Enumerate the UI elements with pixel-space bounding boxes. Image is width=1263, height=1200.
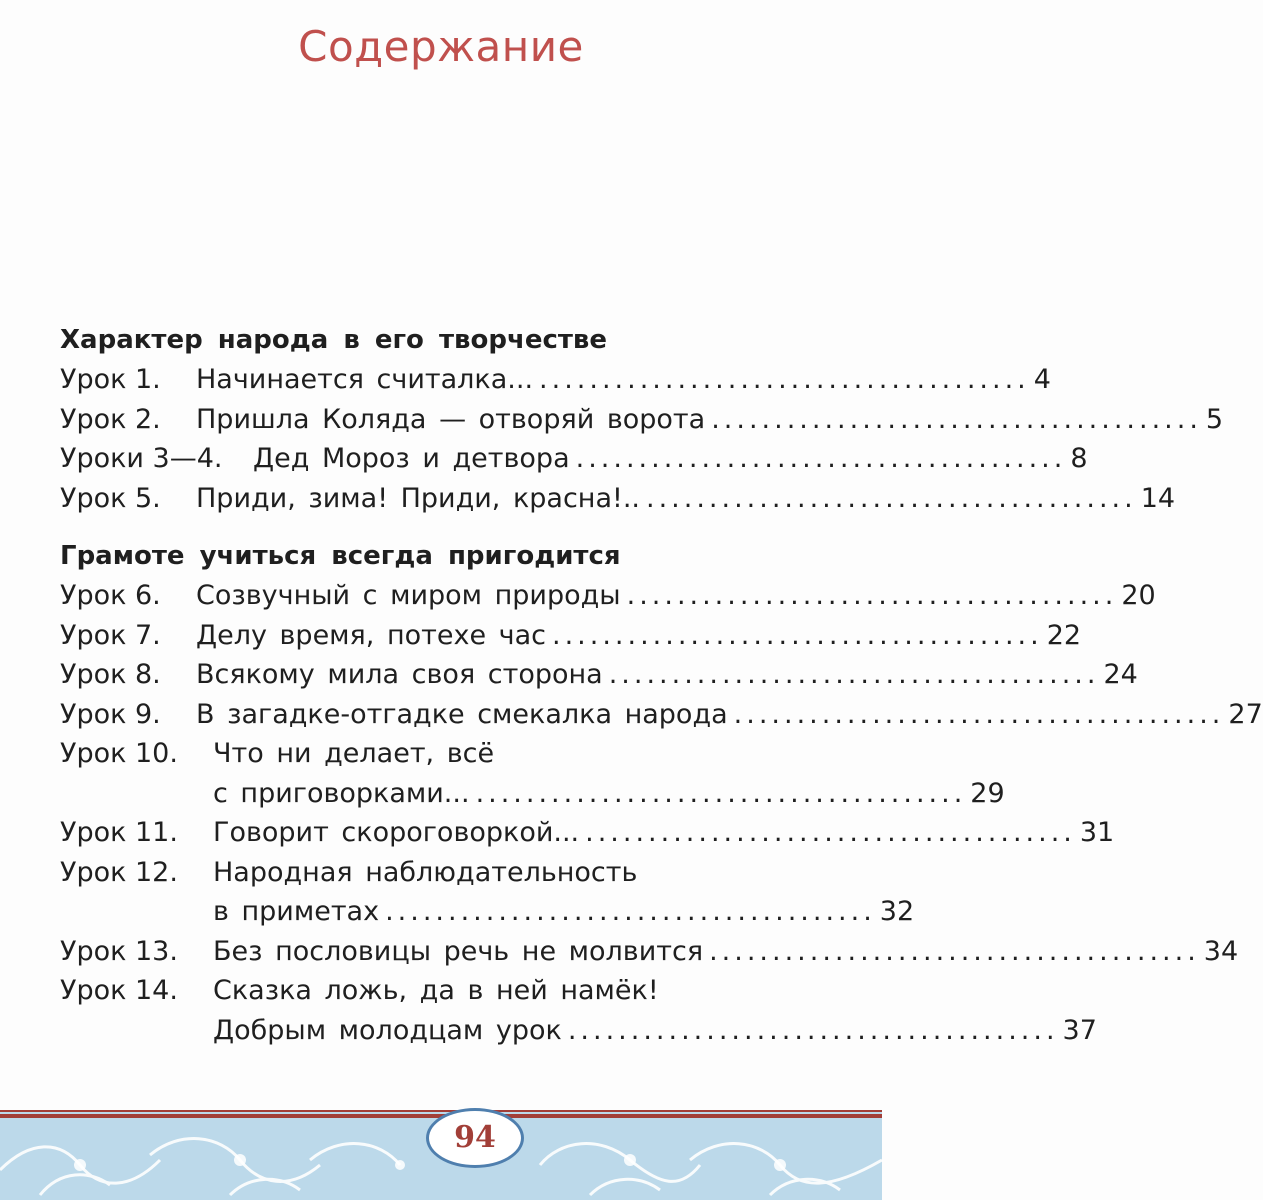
- section-heading: Грамоте учиться всегда пригодится: [60, 541, 621, 571]
- lesson-title: Делу время, потехе час: [196, 616, 552, 656]
- lesson-label: Урок 9.: [60, 698, 161, 730]
- lesson-title-continuation: в приметах: [213, 892, 385, 932]
- lesson-title: Начинается считалка...: [196, 360, 539, 400]
- lesson-title: Народная наблюдательность: [213, 853, 643, 893]
- dot-leader: .......................................: [567, 1014, 1059, 1046]
- dot-leader: .......................................: [585, 817, 1076, 848]
- dot-leader: .......................................: [733, 698, 1225, 730]
- lesson-title: Дед Мороз и детвора: [253, 439, 576, 479]
- toc-entry-continuation[interactable]: [60, 774, 1005, 814]
- page-ref: 4: [1033, 364, 1051, 395]
- toc-entry[interactable]: [60, 853, 860, 893]
- lesson-title-continuation: с приговорками...: [213, 774, 476, 814]
- toc-entry[interactable]: [60, 479, 1176, 519]
- page-ref: 24: [1103, 659, 1138, 690]
- toc-section-2: [60, 536, 1263, 1050]
- lesson-title: В загадке-отгадке смекалка народа: [196, 695, 734, 735]
- page-ref: 31: [1079, 817, 1115, 848]
- toc-entry[interactable]: [60, 813, 1115, 853]
- dot-leader: .......................................: [575, 443, 1067, 474]
- dot-leader: .......................................: [539, 364, 1030, 395]
- lesson-label: Урок 12.: [60, 856, 178, 888]
- toc-entry[interactable]: [60, 576, 1156, 616]
- toc-entry[interactable]: [60, 400, 1224, 440]
- page-ref: 5: [1205, 403, 1224, 435]
- lesson-title: Пришла Коляда — отворяй ворота: [196, 400, 711, 440]
- lesson-label: Уроки 3—4.: [60, 443, 223, 474]
- lesson-label: Урок 7.: [60, 619, 161, 651]
- toc-entry[interactable]: [60, 971, 860, 1011]
- dot-leader: .......................................: [646, 482, 1137, 514]
- lesson-label: Урок 10.: [60, 738, 178, 769]
- page-ref: 32: [879, 896, 915, 927]
- lesson-label: Урок 8.: [60, 659, 161, 690]
- toc-entry[interactable]: [60, 932, 1239, 972]
- page-ref: 34: [1203, 935, 1239, 967]
- page-number: 94: [426, 1108, 524, 1168]
- lesson-label: Урок 5.: [60, 482, 161, 514]
- lesson-label: Урок 11.: [60, 817, 178, 848]
- toc-entry[interactable]: [60, 439, 1088, 479]
- lesson-title: Сказка ложь, да в ней намёк!: [213, 971, 665, 1011]
- toc-entry[interactable]: [60, 655, 1138, 695]
- toc-entry-continuation[interactable]: [60, 892, 915, 932]
- lesson-label: Урок 13.: [60, 935, 178, 967]
- toc-entry[interactable]: [60, 360, 1051, 400]
- lesson-title: Что ни делает, всё: [213, 734, 500, 774]
- page-ref: 29: [970, 777, 1005, 809]
- toc-entry-continuation[interactable]: [60, 1011, 1097, 1051]
- page-ref: 37: [1062, 1014, 1097, 1046]
- toc-section-1: [60, 320, 1224, 518]
- dot-leader: .......................................: [626, 580, 1118, 611]
- toc-entry[interactable]: [60, 616, 1082, 656]
- page-ref: 14: [1140, 482, 1176, 514]
- toc-entry[interactable]: [60, 734, 860, 774]
- page-ref: 27: [1228, 698, 1263, 730]
- dot-leader: .......................................: [711, 403, 1202, 435]
- section-heading: Характер народа в его творчестве: [60, 325, 608, 355]
- lesson-label: Урок 1.: [60, 364, 161, 395]
- page-ref: 22: [1046, 619, 1082, 651]
- lesson-title: Без пословицы речь не молвится: [213, 932, 709, 972]
- dot-leader: .......................................: [709, 935, 1200, 967]
- lesson-title-continuation: Добрым молодцам урок: [213, 1011, 568, 1051]
- dot-leader: .......................................: [552, 619, 1043, 651]
- lesson-label: Урок 14.: [60, 975, 178, 1006]
- lesson-label: Урок 6.: [60, 580, 161, 611]
- toc-entry[interactable]: [60, 695, 1263, 735]
- dot-leader: .......................................: [475, 777, 967, 809]
- dot-leader: .......................................: [608, 659, 1100, 690]
- lesson-title: Говорит скороговоркой...: [213, 813, 585, 853]
- lesson-label: Урок 2.: [60, 403, 161, 435]
- dot-leader: .......................................: [385, 896, 876, 927]
- page-ref: 8: [1070, 443, 1088, 474]
- page-ref: 20: [1121, 580, 1156, 611]
- lesson-title: Всякому мила своя сторона: [196, 655, 609, 695]
- page-title: Содержание: [298, 22, 584, 71]
- lesson-title: Созвучный с миром природы: [196, 576, 627, 616]
- lesson-title: Приди, зима! Приди, красна!..: [196, 479, 646, 519]
